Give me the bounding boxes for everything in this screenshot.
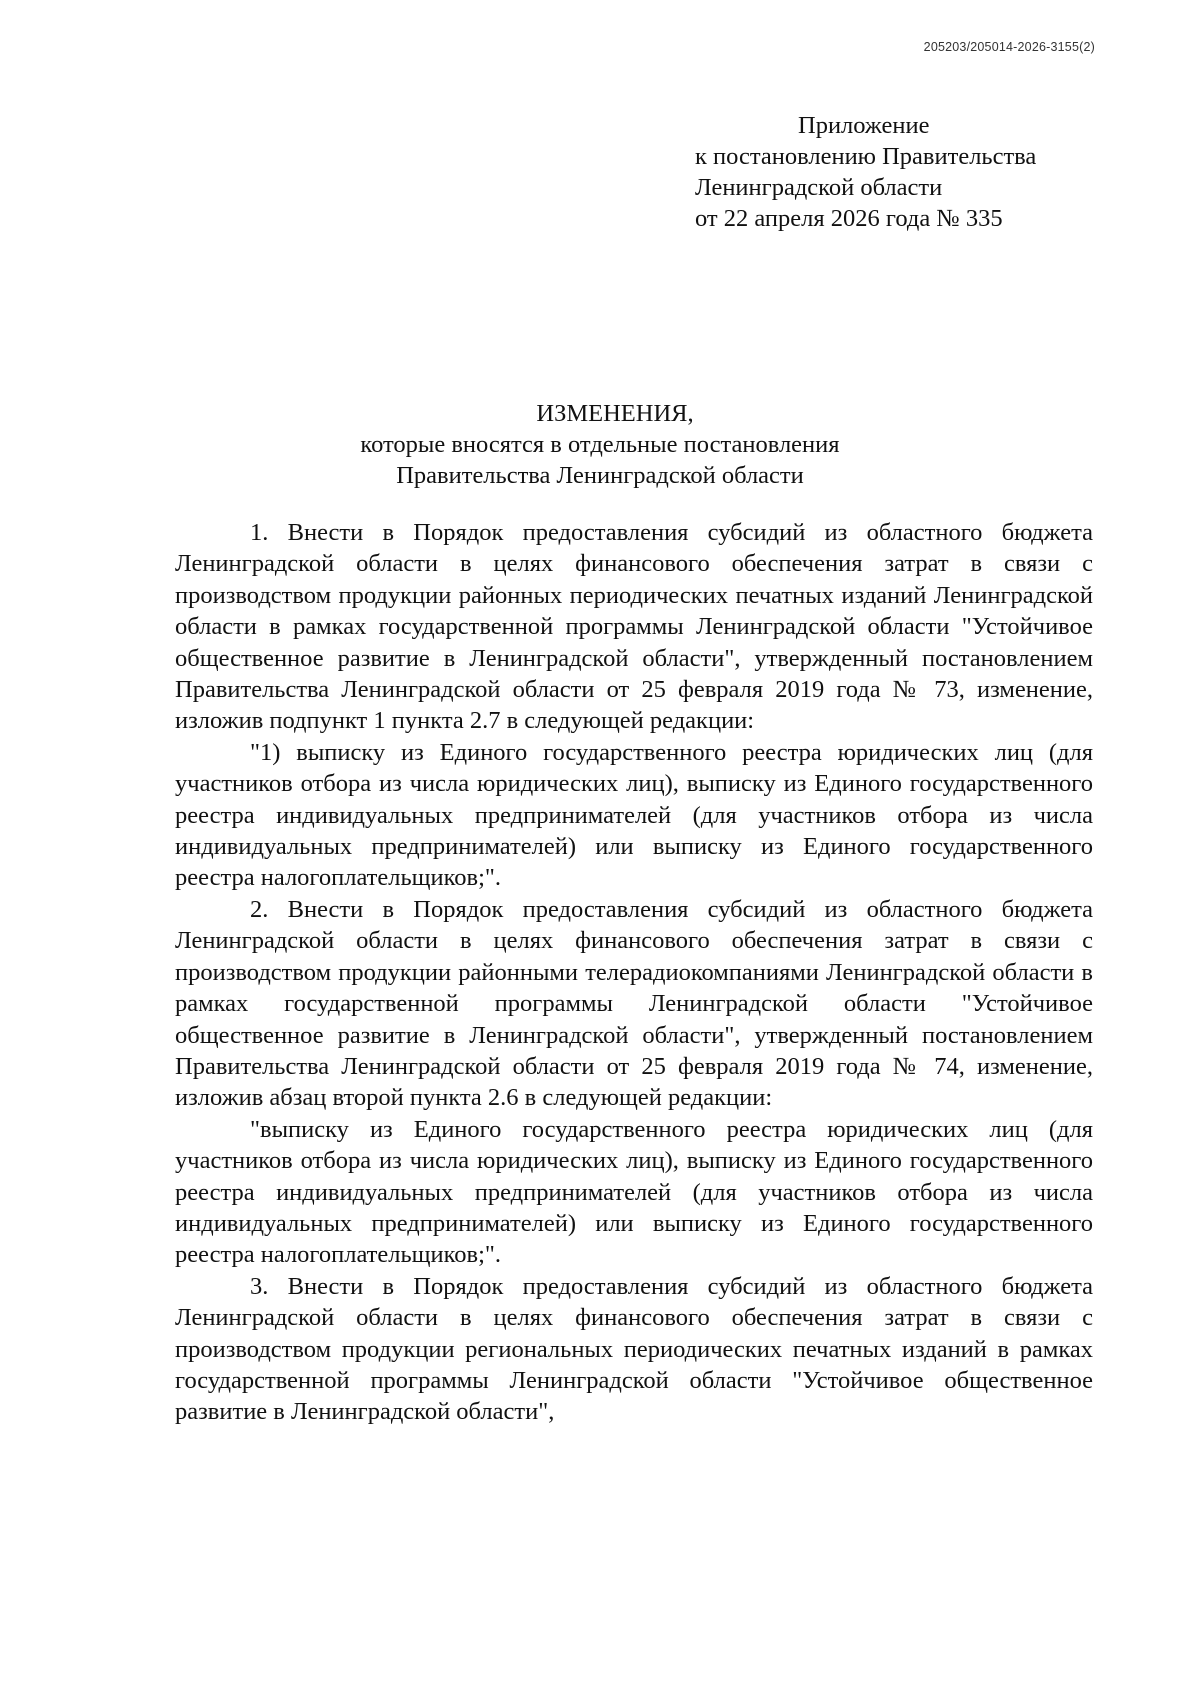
paragraph-item-3: 3. Внести в Порядок предоставления субсидий из областного бюджета Ленинградской области в целях финансового обеспечения затрат в связи с производством продукции региональных периодических печатных изданий в рамках государственной программы Ленинградской области "Устойчивое общественное развитие в Ленинградской области", [175, 1272, 1093, 1426]
document-title-block [0, 398, 1200, 491]
appendix-region: Ленинградской области [695, 174, 943, 201]
paragraph-item-2: 2. Внести в Порядок предоставления субсидий из областного бюджета Ленинградской области в целях финансового обеспечения затрат в связи с производством продукции районными телерадиокомпаниями Ленинградской области в рамках государственной программы Ленинградской области "Устойчивое общественное развитие в Ленинградской области", утвержденный постановлением Правительства Ленинградской области от 25 февраля 2019 года № 74, изменение, изложив абзац второй пункта 2.6 в следующей редакции: [175, 895, 1093, 1112]
paragraph-quote-1: "1) выписку из Единого государственного реестра юридических лиц (для участников отбора из числа юридических лиц), выписку из Единого государственного реестра индивидуальных предпринимателей (для участников отбора из числа индивидуальных предпринимателей) или выписку из Единого государственного реестра налогоплательщиков;". [175, 738, 1093, 892]
appendix-header [695, 110, 1036, 234]
appendix-date-number: от 22 апреля 2026 года № 335 [695, 205, 1003, 232]
document-body [175, 517, 1093, 1428]
document-subtitle-line-2: Правительства Ленинградской области [396, 462, 804, 489]
paragraph-quote-2: "выписку из Единого государственного реестра юридических лиц (для участников отбора из числа юридических лиц), выписку из Единого государственного реестра индивидуальных предпринимателей (для участников отбора из числа индивидуальных предпринимателей) или выписку из Единого государственного реестра налогоплательщиков;". [175, 1115, 1093, 1269]
appendix-resolution-ref: к постановлению Правительства [695, 143, 1037, 170]
appendix-label: Приложение [798, 112, 930, 139]
document-title: ИЗМЕНЕНИЯ, [536, 400, 694, 427]
paragraph-item-1: 1. Внести в Порядок предоставления субсидий из областного бюджета Ленинградской области в целях финансового обеспечения затрат в связи с производством продукции районных периодических печатных изданий Ленинградской области в рамках государственной программы Ленинградской области "Устойчивое общественное развитие в Ленинградской области", утвержденный постановлением Правительства Ленинградской области от 25 февраля 2019 года № 73, изменение, изложив подпункт 1 пункта 2.7 в следующей редакции: [175, 519, 1093, 735]
document-subtitle-line-1: которые вносятся в отдельные постановления [360, 431, 840, 458]
document-id: 205203/205014-2026-3155(2) [923, 40, 1095, 54]
